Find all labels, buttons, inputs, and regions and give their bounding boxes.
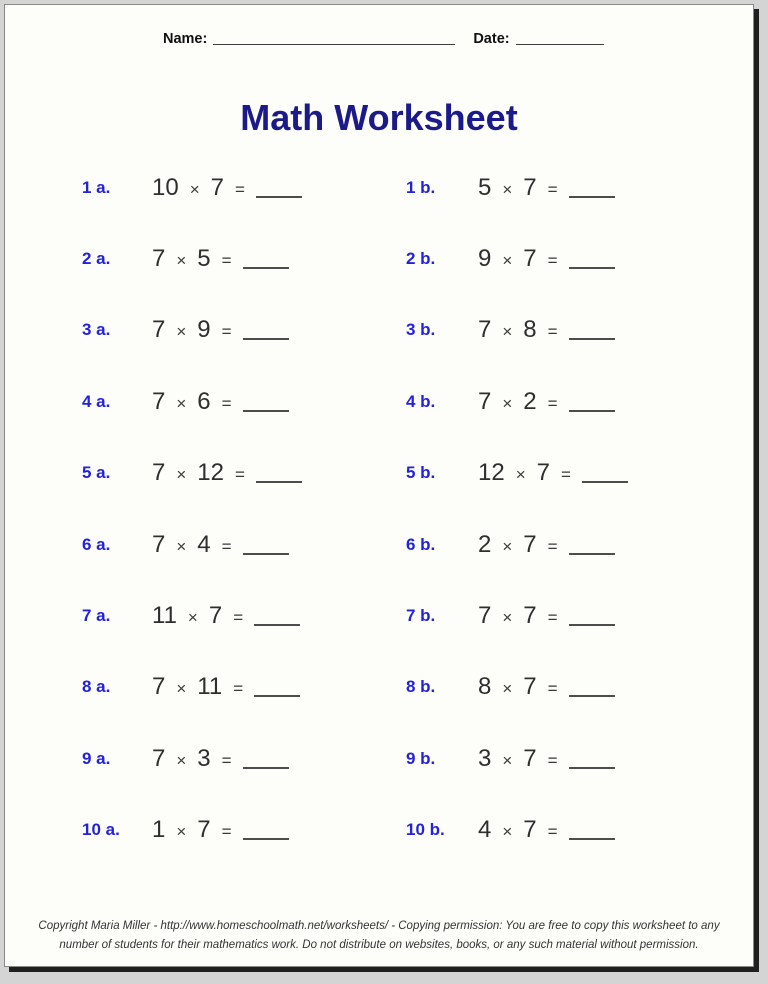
factor-2: 9 (197, 316, 211, 344)
equals-sign: = (221, 750, 232, 770)
factor-1: 7 (478, 316, 492, 344)
factor-1: 1 (152, 816, 166, 844)
name-input-line[interactable] (213, 33, 455, 45)
times-sign: × (176, 393, 187, 413)
problem-label-a: 4 a. (82, 391, 111, 411)
times-sign: × (189, 179, 200, 199)
problem-label-a: 5 a. (82, 463, 111, 483)
problems-list (5, 152, 753, 866)
factor-1: 7 (152, 245, 166, 273)
answer-blank[interactable] (569, 614, 615, 626)
factor-1: 7 (478, 602, 492, 630)
factor-2: 8 (523, 316, 537, 344)
problem-equation-a (152, 459, 302, 487)
equals-sign: = (221, 251, 232, 271)
worksheet-page (4, 4, 754, 967)
problem-equation-a (152, 531, 289, 559)
problem-label-b: 4 b. (406, 391, 436, 411)
times-sign: × (187, 608, 198, 628)
problem-label-a: 2 a. (82, 249, 111, 269)
answer-blank[interactable] (256, 471, 302, 483)
factor-1: 7 (152, 744, 166, 772)
problem-equation-a (152, 745, 289, 773)
factor-1: 2 (478, 530, 492, 558)
problem-label-a: 7 a. (82, 606, 111, 626)
problem-equation-a (152, 673, 300, 701)
times-sign: × (502, 393, 513, 413)
factor-2: 7 (523, 245, 537, 273)
equals-sign: = (221, 393, 232, 413)
problem-row (5, 295, 753, 366)
factor-2: 7 (523, 744, 537, 772)
problem-row (5, 580, 753, 651)
times-sign: × (176, 822, 187, 842)
problem-label-a: 3 a. (82, 320, 111, 340)
problem-equation-a (152, 174, 302, 202)
times-sign: × (502, 822, 513, 842)
name-label: Name: (163, 31, 208, 47)
factor-2: 7 (523, 530, 537, 558)
times-sign: × (176, 465, 187, 485)
answer-blank[interactable] (256, 186, 302, 198)
factor-2: 7 (523, 816, 537, 844)
answer-blank[interactable] (569, 257, 615, 269)
answer-blank[interactable] (569, 828, 615, 840)
equals-sign: = (561, 465, 571, 485)
factor-1: 4 (478, 816, 492, 844)
answer-blank[interactable] (243, 543, 289, 555)
factor-2: 2 (523, 387, 537, 415)
factor-1: 12 (478, 459, 505, 487)
problem-label-b: 2 b. (406, 249, 436, 269)
problem-equation-b (478, 388, 615, 416)
times-sign: × (502, 251, 513, 271)
answer-blank[interactable] (569, 186, 615, 198)
problem-equation-b (478, 745, 615, 773)
problem-row (5, 223, 753, 294)
equals-sign: = (547, 179, 558, 199)
answer-blank[interactable] (569, 757, 615, 769)
times-sign: × (176, 679, 187, 699)
problem-row (5, 795, 753, 866)
equals-sign: = (547, 251, 558, 271)
answer-blank[interactable] (569, 685, 615, 697)
factor-1: 3 (478, 744, 492, 772)
times-sign: × (176, 322, 187, 342)
answer-blank[interactable] (582, 471, 628, 483)
footer (5, 917, 753, 955)
problem-row (5, 652, 753, 723)
factor-2: 7 (536, 459, 550, 487)
equals-sign: = (547, 393, 558, 413)
equals-sign: = (235, 465, 245, 485)
problem-label-b: 7 b. (406, 606, 436, 626)
equals-sign: = (233, 679, 244, 699)
problem-label-b: 6 b. (406, 534, 436, 554)
times-sign: × (515, 465, 526, 485)
footer-line-1: Copyright Maria Miller - http://www.homeschoolmath.net/worksheets/ - Copying permission: You are free to copy this worksheet to any (38, 920, 720, 932)
factor-2: 7 (523, 673, 537, 701)
answer-blank[interactable] (569, 400, 615, 412)
problem-label-b: 3 b. (406, 320, 436, 340)
problem-row (5, 509, 753, 580)
answer-blank[interactable] (243, 328, 289, 340)
answer-blank[interactable] (254, 614, 300, 626)
factor-1: 8 (478, 673, 492, 701)
equals-sign: = (233, 608, 244, 628)
factor-1: 7 (152, 316, 166, 344)
problem-equation-b (478, 673, 615, 701)
problem-equation-b (478, 531, 615, 559)
answer-blank[interactable] (569, 543, 615, 555)
problem-label-b: 5 b. (406, 463, 436, 483)
times-sign: × (502, 536, 513, 556)
problem-label-b: 9 b. (406, 748, 436, 768)
date-label: Date: (473, 31, 510, 47)
equals-sign: = (547, 679, 558, 699)
factor-1: 7 (152, 530, 166, 558)
answer-blank[interactable] (243, 257, 289, 269)
factor-2: 6 (197, 387, 211, 415)
times-sign: × (176, 536, 187, 556)
factor-2: 7 (523, 602, 537, 630)
problem-row (5, 438, 753, 509)
factor-1: 9 (478, 245, 492, 273)
problem-label-a: 9 a. (82, 748, 111, 768)
factor-2: 3 (197, 744, 211, 772)
footer-line-2: number of students for their mathematics work. Do not distribute on websites, books, or any such material without permission. (59, 939, 699, 951)
factor-2: 7 (523, 173, 537, 201)
factor-2: 12 (197, 459, 224, 487)
answer-blank[interactable] (243, 828, 289, 840)
times-sign: × (502, 179, 513, 199)
times-sign: × (502, 750, 513, 770)
equals-sign: = (547, 536, 558, 556)
factor-2: 7 (210, 173, 224, 201)
problem-equation-b (478, 602, 615, 630)
factor-2: 11 (197, 673, 223, 701)
factor-1: 11 (152, 602, 177, 630)
factor-2: 7 (197, 816, 211, 844)
times-sign: × (176, 750, 187, 770)
problem-label-a: 10 a. (82, 820, 120, 840)
problem-row (5, 152, 753, 223)
equals-sign: = (547, 322, 558, 342)
problem-equation-a (152, 602, 300, 630)
problem-equation-b (478, 245, 615, 273)
times-sign: × (502, 679, 513, 699)
times-sign: × (502, 322, 513, 342)
times-sign: × (176, 251, 187, 271)
equals-sign: = (221, 322, 232, 342)
factor-2: 5 (197, 245, 211, 273)
problem-label-a: 1 a. (82, 177, 111, 197)
problem-row (5, 366, 753, 437)
answer-blank[interactable] (243, 757, 289, 769)
problem-label-b: 1 b. (406, 177, 436, 197)
problem-label-a: 6 a. (82, 534, 111, 554)
problem-equation-a (152, 245, 289, 273)
times-sign: × (502, 608, 513, 628)
problem-label-a: 8 a. (82, 677, 111, 697)
problem-equation-b (478, 174, 615, 202)
factor-1: 5 (478, 173, 492, 201)
factor-1: 7 (478, 387, 492, 415)
equals-sign: = (547, 822, 558, 842)
problem-row (5, 723, 753, 794)
answer-blank[interactable] (243, 400, 289, 412)
problem-equation-b (478, 816, 615, 844)
name-date-row (163, 31, 604, 47)
problem-label-b: 8 b. (406, 677, 436, 697)
factor-1: 7 (152, 459, 166, 487)
equals-sign: = (221, 822, 232, 842)
factor-2: 7 (208, 602, 223, 630)
problem-equation-a (152, 816, 289, 844)
problem-label-b: 10 b. (406, 820, 445, 840)
equals-sign: = (547, 750, 558, 770)
factor-1: 10 (152, 173, 179, 201)
factor-2: 4 (197, 530, 211, 558)
equals-sign: = (547, 608, 558, 628)
problem-equation-b (478, 316, 615, 344)
problem-equation-a (152, 316, 289, 344)
date-input-line[interactable] (516, 33, 604, 45)
answer-blank[interactable] (254, 685, 300, 697)
equals-sign: = (235, 179, 245, 199)
problem-equation-b (478, 459, 628, 487)
page-title: Math Worksheet (240, 97, 518, 138)
answer-blank[interactable] (569, 328, 615, 340)
equals-sign: = (221, 536, 232, 556)
problem-equation-a (152, 388, 289, 416)
factor-1: 7 (152, 673, 166, 701)
factor-1: 7 (152, 387, 166, 415)
